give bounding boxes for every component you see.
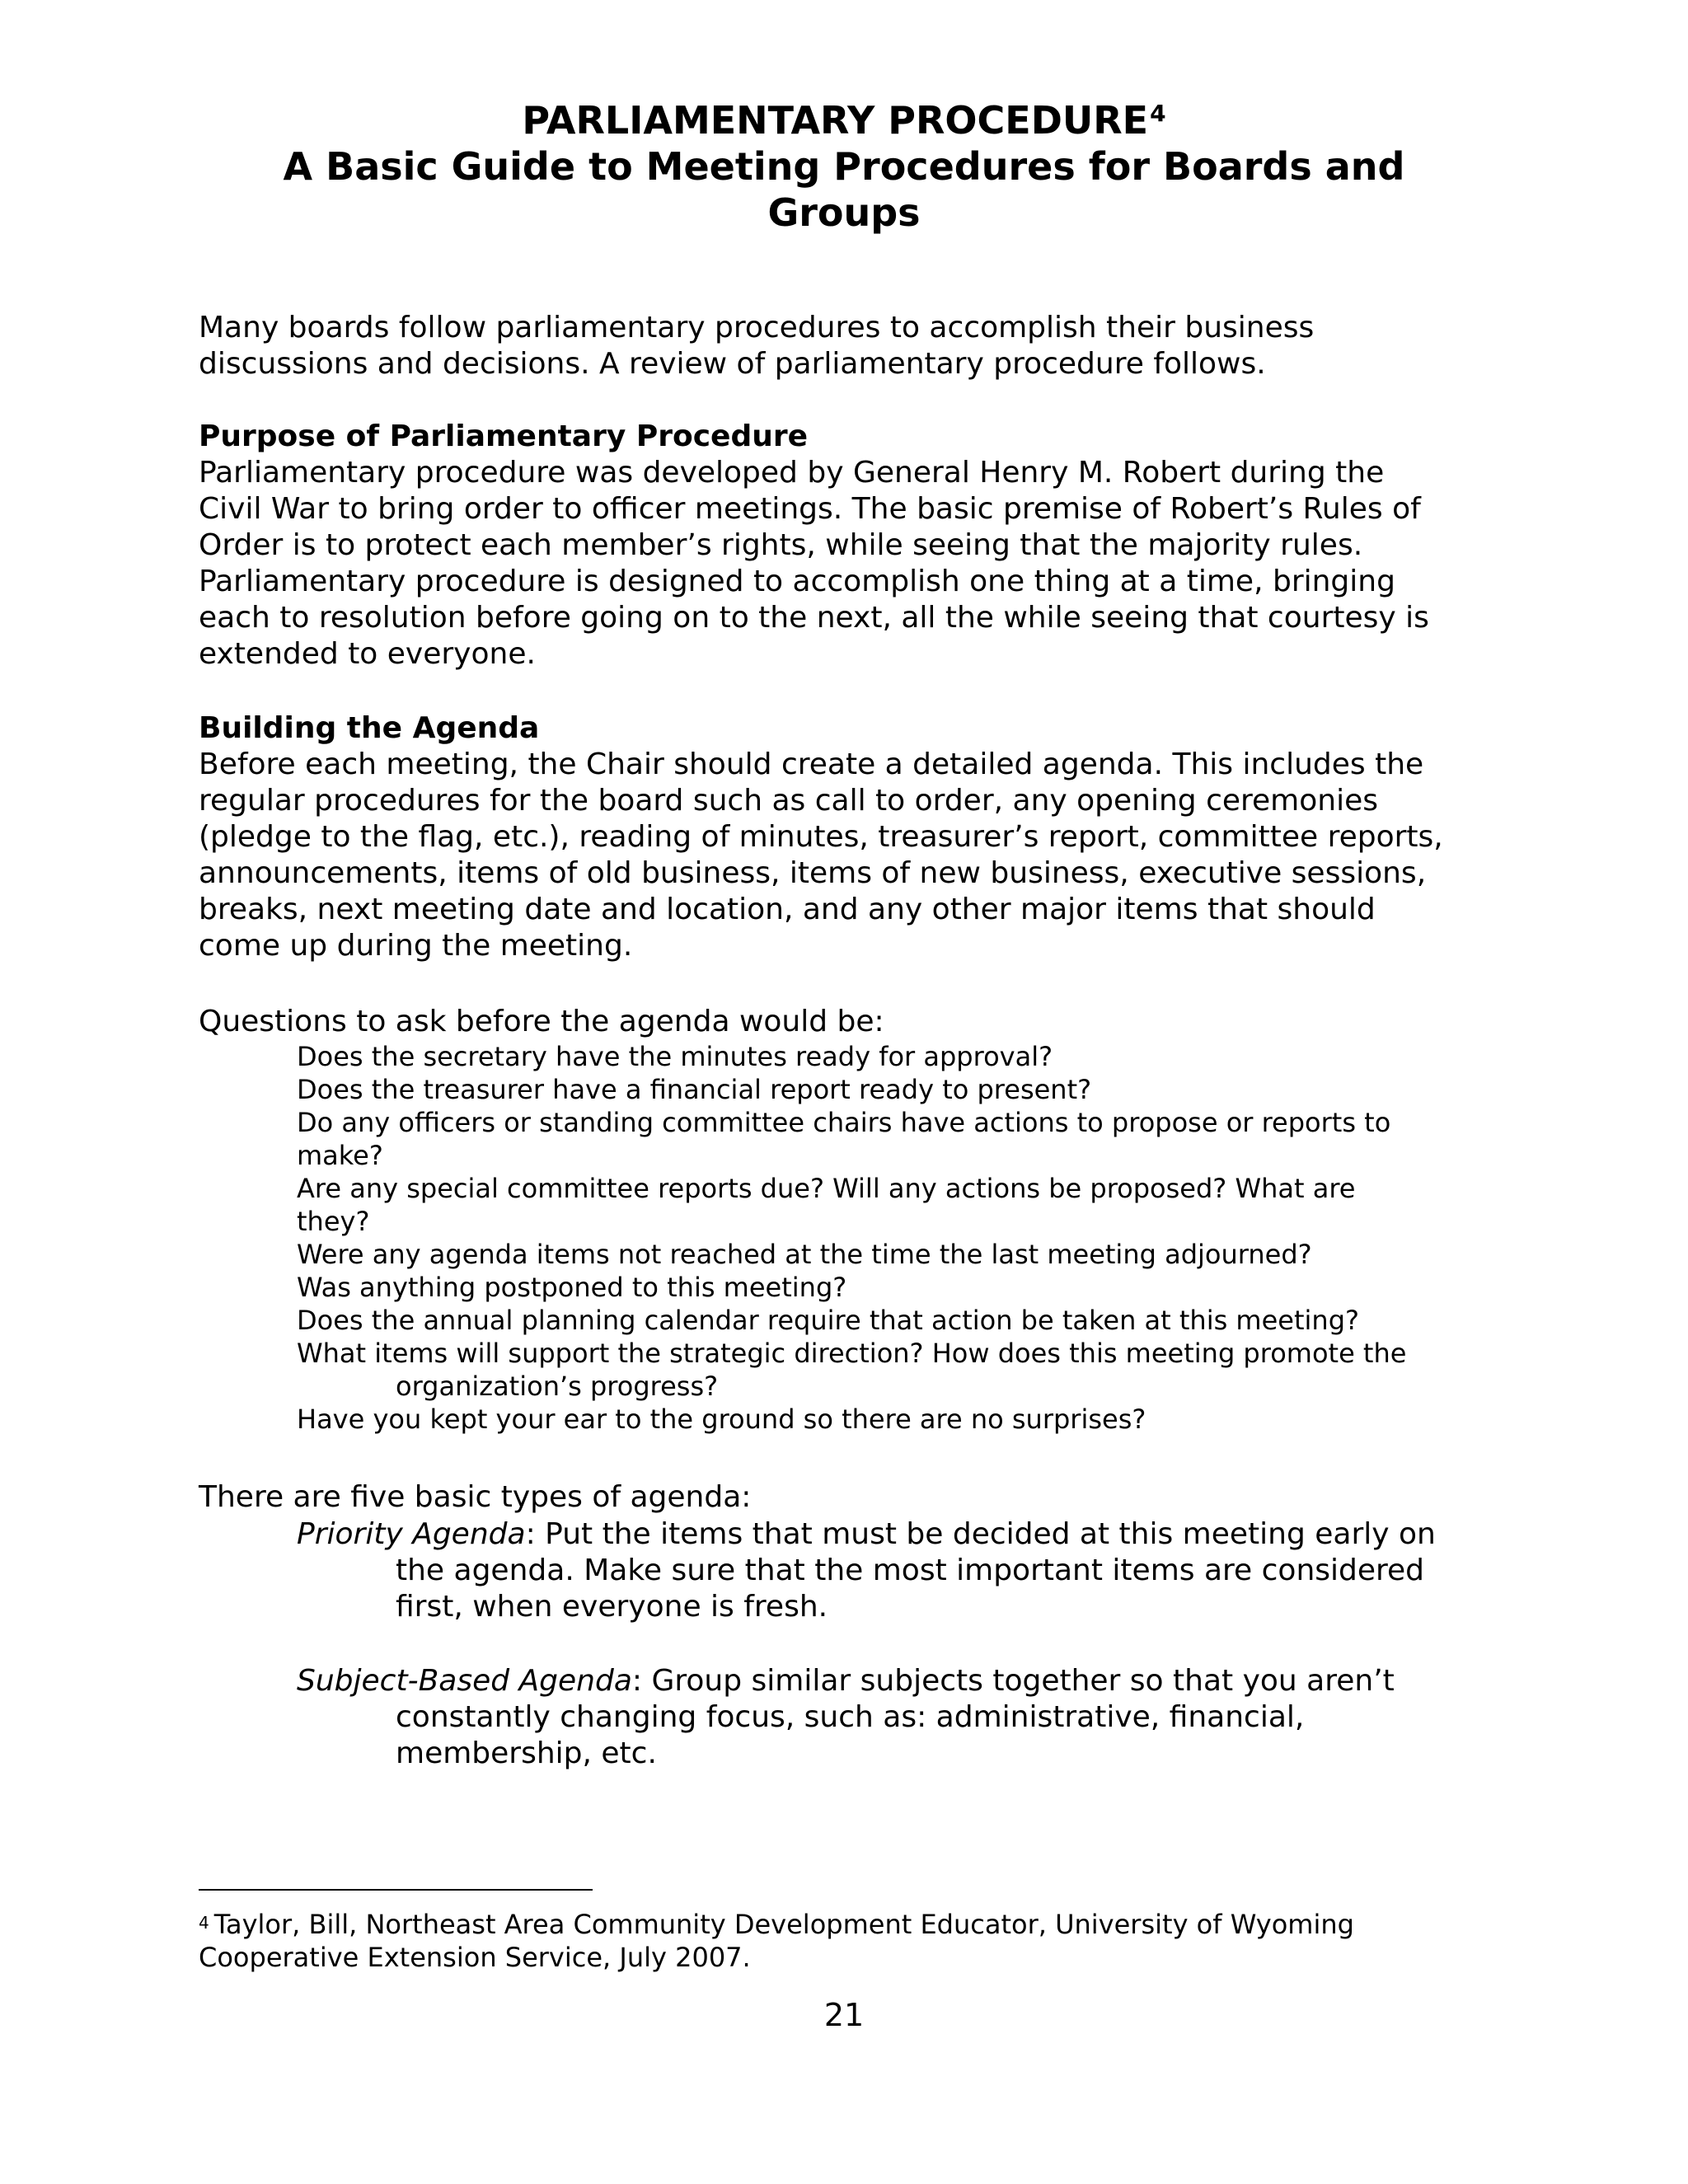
purpose-line: Civil War to bring order to officer meetings. The basic premise of Robert’s Rules of [199, 492, 1421, 526]
list-item: What items will support the strategic direction? How does this meeting promote the [297, 1338, 1407, 1369]
list-item: organization’s progress? [396, 1371, 719, 1402]
purpose-line: Order is to protect each member’s rights, while seeing that the majority rules. [199, 528, 1363, 562]
questions-intro: Questions to ask before the agenda would be: [199, 1005, 884, 1038]
purpose-line: Parliamentary procedure was developed by General Henry M. Robert during the [199, 456, 1385, 490]
purpose-line: each to resolution before going on to the next, all the while seeing that courtesy is [199, 601, 1429, 635]
title-footnote-mark: 4 [1150, 100, 1166, 127]
list-item: Have you kept your ear to the ground so there are no surprises? [297, 1404, 1146, 1435]
intro-line: discussions and decisions. A review of parliamentary procedure follows. [199, 347, 1266, 381]
agenda-line: announcements, items of old business, items of new business, executive sessions, [199, 856, 1427, 890]
footnote-line: Cooperative Extension Service, July 2007. [199, 1942, 751, 1973]
agenda-section [199, 710, 1517, 964]
purpose-section [199, 419, 1517, 673]
footnote-mark: 4 [199, 1913, 209, 1933]
title-line-3: Groups [767, 190, 921, 235]
subject-agenda-term: Subject-Based Agenda [297, 1664, 632, 1698]
subject-agenda-first-line: Subject-Based Agenda: Group similar subjects together so that you aren’t [297, 1664, 1395, 1698]
priority-agenda-line: the agenda. Make sure that the most important items are considered [396, 1554, 1425, 1587]
priority-agenda-item [297, 1516, 1517, 1625]
priority-agenda-term: Priority Agenda [297, 1517, 526, 1551]
footnote-line: $^4$ Taylor, Bill, Northeast Area Community Development Educator, University of Wyoming [199, 1909, 1354, 1940]
title-line-1: PARLIAMENTARY PROCEDURE$^4$ [522, 98, 1166, 143]
questions-list [297, 1040, 1484, 1436]
purpose-heading: Purpose of Parliamentary Procedure [199, 419, 809, 453]
priority-agenda-line: first, when everyone is fresh. [396, 1590, 828, 1624]
list-item: Do any officers or standing committee chairs have actions to propose or reports to [297, 1107, 1391, 1138]
types-intro: There are five basic types of agenda: [199, 1480, 752, 1514]
agenda-line: (pledge to the flag, etc.), reading of minutes, treasurer’s report, committee reports, [199, 820, 1443, 854]
footnote [199, 1908, 1484, 1974]
subject-agenda-line: constantly changing focus, such as: administrative, financial, [396, 1700, 1305, 1734]
list-item: Were any agenda items not reached at the time the last meeting adjourned? [297, 1239, 1312, 1270]
agenda-line: come up during the meeting. [199, 929, 633, 963]
list-item: Are any special committee reports due? Will any actions be proposed? What are [297, 1173, 1356, 1204]
subject-agenda-item [297, 1663, 1517, 1772]
agenda-line: Before each meeting, the Chair should create a detailed agenda. This includes the [199, 748, 1424, 781]
purpose-line: extended to everyone. [199, 637, 536, 671]
footnote-divider [199, 1889, 593, 1891]
purpose-line: Parliamentary procedure is designed to accomplish one thing at a time, bringing [199, 565, 1395, 598]
subject-agenda-line: membership, etc. [396, 1736, 657, 1770]
list-item: Does the annual planning calendar require that action be taken at this meeting? [297, 1305, 1359, 1336]
list-item: Does the treasurer have a financial report ready to present? [297, 1074, 1092, 1105]
agenda-line: breaks, next meeting date and location, and any other major items that should [199, 893, 1376, 926]
priority-agenda-first-line: Priority Agenda: Put the items that must be decided at this meeting early on [297, 1517, 1436, 1551]
list-item: they? [297, 1206, 370, 1237]
list-item: make? [297, 1140, 383, 1171]
list-item: Was anything postponed to this meeting? [297, 1272, 847, 1303]
title-line-2: A Basic Guide to Meeting Procedures for Boards and [283, 144, 1405, 189]
intro-line: Many boards follow parliamentary procedures to accomplish their business [199, 311, 1315, 344]
agenda-line: regular procedures for the board such as call to order, any opening ceremonies [199, 784, 1378, 818]
page-number: 21 [823, 1997, 865, 2033]
page-title [198, 97, 1490, 236]
list-item: Does the secretary have the minutes ready for approval? [297, 1041, 1053, 1072]
agenda-heading: Building the Agenda [199, 711, 540, 745]
intro-paragraph [199, 310, 1517, 382]
